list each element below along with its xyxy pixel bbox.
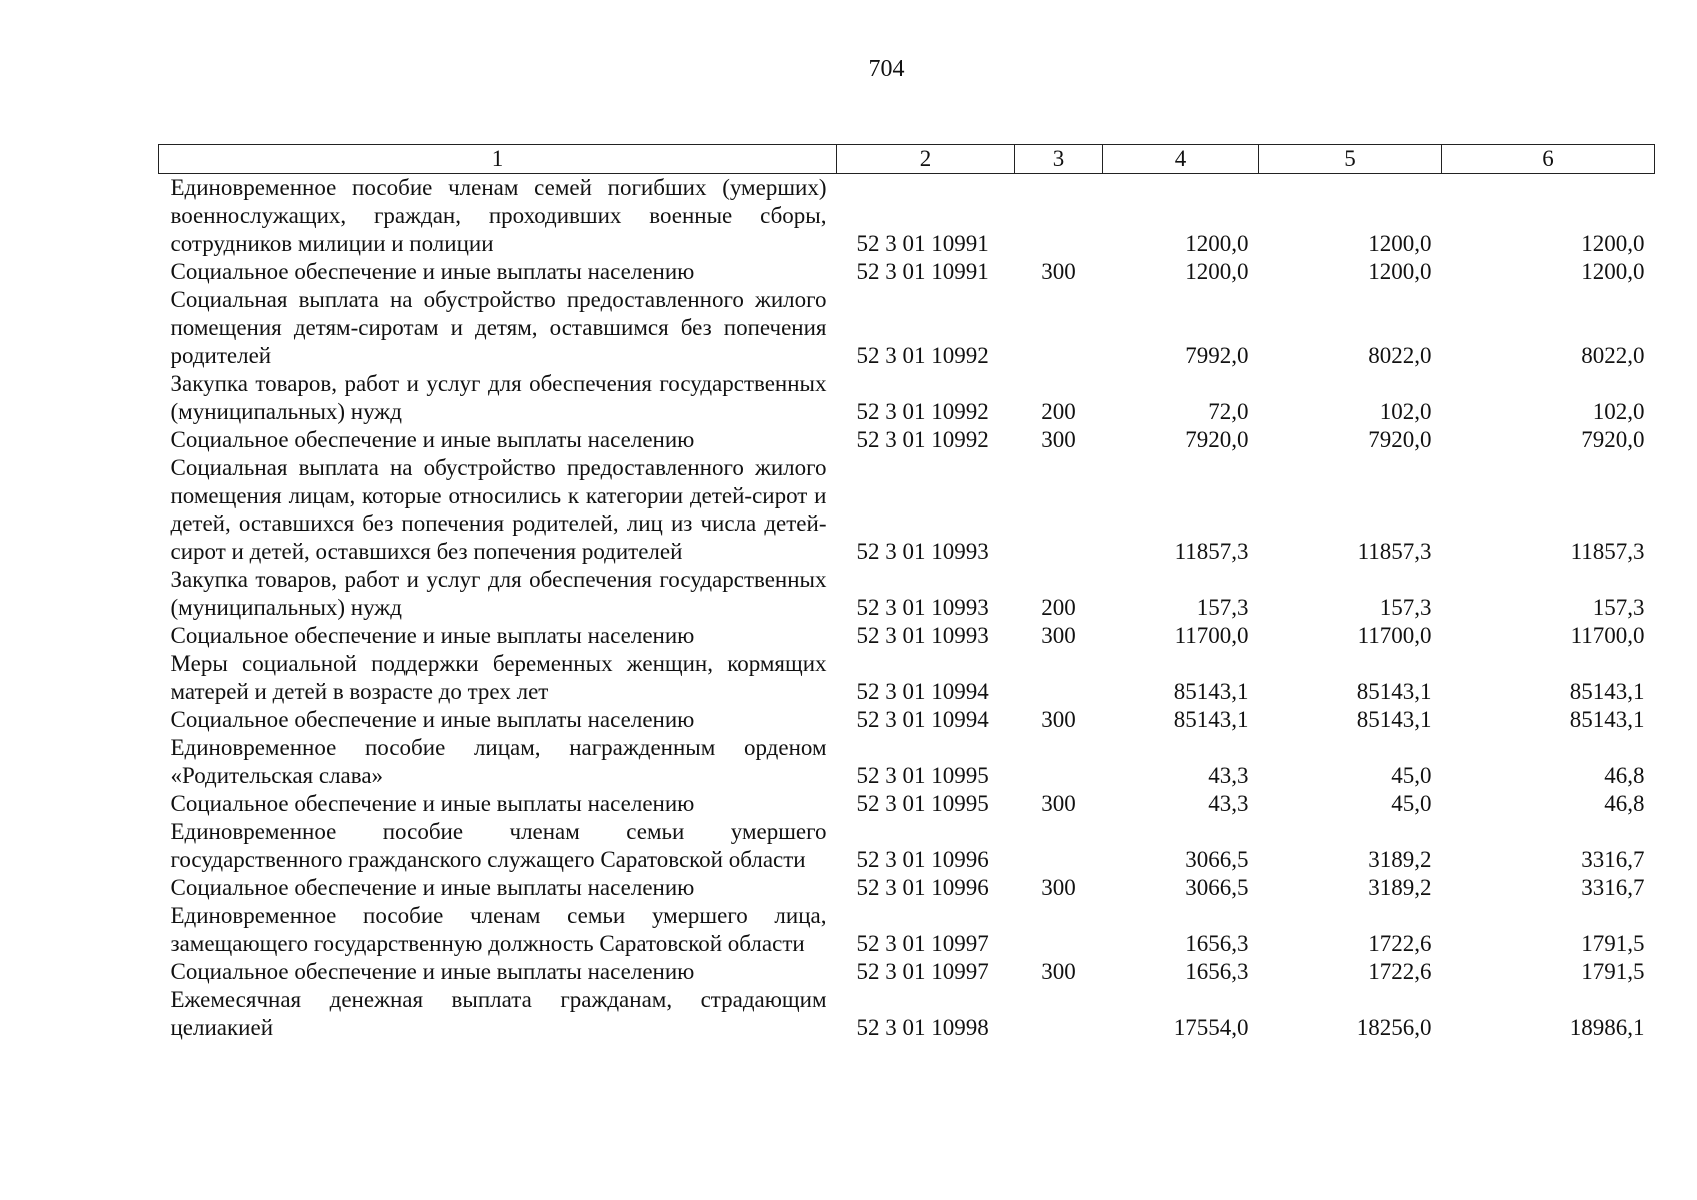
row-name: Социальное обеспечение и иные выплаты населению <box>170 427 695 452</box>
row-value-year-2: 11857,3 <box>1357 539 1432 564</box>
row-value-year-3: 11700,0 <box>1570 623 1645 648</box>
row-value-year-1: 43,3 <box>1208 763 1249 788</box>
table-header <box>159 145 1655 174</box>
budget-table <box>158 144 1655 1042</box>
row-value-year-2: 102,0 <box>1379 399 1432 424</box>
row-value-year-1: 1200,0 <box>1185 231 1249 256</box>
row-value-year-2: 18256,0 <box>1356 1015 1432 1040</box>
column-header-code: 2 <box>837 145 1015 174</box>
row-value-year-2: 7920,0 <box>1368 427 1432 452</box>
column-header-year-3: 6 <box>1442 145 1655 174</box>
row-expense-type: 200 <box>1041 595 1076 620</box>
row-code: 52 3 01 10995 <box>856 763 989 788</box>
row-name: Закупка товаров, работ и услуг для обеспечения государственных (муниципальных) нужд <box>170 567 827 620</box>
row-code: 52 3 01 10993 <box>856 539 989 564</box>
row-value-year-2: 1722,6 <box>1368 959 1432 984</box>
table-row <box>159 902 1655 958</box>
table-body <box>159 174 1655 1043</box>
row-code: 52 3 01 10991 <box>856 231 989 256</box>
row-code: 52 3 01 10992 <box>856 399 989 424</box>
column-header-year-1: 4 <box>1103 145 1259 174</box>
row-value-year-3: 1791,5 <box>1581 931 1645 956</box>
table-row <box>159 986 1655 1042</box>
row-value-year-1: 11700,0 <box>1174 623 1249 648</box>
row-expense-type: 200 <box>1041 399 1076 424</box>
row-name: Социальное обеспечение и иные выплаты населению <box>170 791 695 816</box>
table-row <box>159 258 1655 286</box>
row-value-year-2: 85143,1 <box>1356 707 1432 732</box>
row-name: Единовременное пособие членам семьи умершего государственного гражданского служащего Саратовской области <box>170 819 827 872</box>
row-code: 52 3 01 10995 <box>856 791 989 816</box>
row-name: Социальное обеспечение и иные выплаты населению <box>170 707 695 732</box>
row-value-year-2: 45,0 <box>1391 791 1432 816</box>
row-value-year-2: 3189,2 <box>1368 875 1432 900</box>
row-value-year-1: 7992,0 <box>1185 343 1249 368</box>
row-value-year-3: 7920,0 <box>1581 427 1645 452</box>
table-row <box>159 790 1655 818</box>
table-row <box>159 734 1655 790</box>
row-value-year-3: 11857,3 <box>1570 539 1645 564</box>
row-name: Закупка товаров, работ и услуг для обеспечения государственных (муниципальных) нужд <box>170 371 827 424</box>
row-expense-type <box>1015 734 1103 790</box>
row-value-year-1: 7920,0 <box>1185 427 1249 452</box>
row-code: 52 3 01 10992 <box>856 343 989 368</box>
column-header-type: 3 <box>1015 145 1103 174</box>
row-expense-type: 300 <box>1041 791 1076 816</box>
row-expense-type: 300 <box>1041 875 1076 900</box>
row-value-year-1: 1656,3 <box>1185 959 1249 984</box>
row-value-year-1: 1656,3 <box>1185 931 1249 956</box>
row-code: 52 3 01 10993 <box>856 595 989 620</box>
row-value-year-1: 3066,5 <box>1185 875 1249 900</box>
row-code: 52 3 01 10996 <box>856 875 989 900</box>
row-code: 52 3 01 10991 <box>856 259 989 284</box>
row-value-year-3: 3316,7 <box>1581 875 1645 900</box>
row-value-year-1: 11857,3 <box>1174 539 1249 564</box>
row-code: 52 3 01 10998 <box>856 1015 989 1040</box>
row-value-year-3: 85143,1 <box>1569 679 1645 704</box>
row-name: Единовременное пособие членам семей погибших (умерших) военнослужащих, граждан, проходивших военные сборы, сотрудников милиции и полиции <box>170 175 827 256</box>
row-code: 52 3 01 10993 <box>856 623 989 648</box>
table-row <box>159 622 1655 650</box>
row-expense-type: 300 <box>1041 707 1076 732</box>
row-expense-type: 300 <box>1041 427 1076 452</box>
table-row <box>159 454 1655 566</box>
row-name: Социальное обеспечение и иные выплаты населению <box>170 959 695 984</box>
row-expense-type: 300 <box>1041 959 1076 984</box>
row-value-year-1: 3066,5 <box>1185 847 1249 872</box>
row-expense-type <box>1015 902 1103 958</box>
row-expense-type: 300 <box>1041 623 1076 648</box>
row-name: Единовременное пособие членам семьи умершего лица, замещающего государственную должность Саратовской области <box>170 903 827 956</box>
table-row <box>159 650 1655 706</box>
table-row <box>159 566 1655 622</box>
row-code: 52 3 01 10996 <box>856 847 989 872</box>
row-value-year-3: 46,8 <box>1604 763 1645 788</box>
column-header-year-2: 5 <box>1259 145 1442 174</box>
row-name: Меры социальной поддержки беременных женщин, кормящих матерей и детей в возрасте до трех лет <box>170 651 827 704</box>
row-value-year-2: 85143,1 <box>1356 679 1432 704</box>
row-code: 52 3 01 10994 <box>856 707 989 732</box>
table-row <box>159 958 1655 986</box>
row-value-year-3: 85143,1 <box>1569 707 1645 732</box>
row-value-year-2: 1200,0 <box>1368 231 1432 256</box>
row-value-year-3: 102,0 <box>1592 399 1645 424</box>
row-value-year-1: 85143,1 <box>1173 707 1249 732</box>
row-code: 52 3 01 10997 <box>856 931 989 956</box>
row-expense-type: 300 <box>1041 259 1076 284</box>
row-expense-type <box>1015 454 1103 566</box>
row-name: Социальное обеспечение и иные выплаты населению <box>170 623 695 648</box>
row-value-year-1: 85143,1 <box>1173 679 1249 704</box>
row-expense-type <box>1015 650 1103 706</box>
table-row <box>159 426 1655 454</box>
row-value-year-3: 1200,0 <box>1581 259 1645 284</box>
row-name: Социальное обеспечение и иные выплаты населению <box>170 259 695 284</box>
row-name: Социальное обеспечение и иные выплаты населению <box>170 875 695 900</box>
row-value-year-1: 72,0 <box>1208 399 1249 424</box>
row-value-year-2: 8022,0 <box>1368 343 1432 368</box>
row-code: 52 3 01 10997 <box>856 959 989 984</box>
row-value-year-3: 1791,5 <box>1581 959 1645 984</box>
row-value-year-3: 18986,1 <box>1569 1015 1645 1040</box>
row-value-year-3: 157,3 <box>1592 595 1645 620</box>
row-code: 52 3 01 10992 <box>856 427 989 452</box>
row-value-year-3: 8022,0 <box>1581 343 1645 368</box>
table-row <box>159 706 1655 734</box>
row-expense-type <box>1015 174 1103 259</box>
row-name: Социальная выплата на обустройство предоставленного жилого помещения лицам, которые относились к категории детей-сирот и детей, оставшихся без попечения родителей, лиц из числа детей-сирот и детей, оставшихся без попечения родителей <box>170 455 827 564</box>
row-name: Социальная выплата на обустройство предоставленного жилого помещения детям-сиротам и детям, оставшимся без попечения родителей <box>170 287 827 368</box>
table-row <box>159 174 1655 259</box>
row-value-year-2: 11700,0 <box>1357 623 1432 648</box>
row-value-year-1: 157,3 <box>1196 595 1249 620</box>
column-header-name: 1 <box>159 145 837 174</box>
row-value-year-2: 45,0 <box>1391 763 1432 788</box>
row-value-year-3: 3316,7 <box>1581 847 1645 872</box>
header-row <box>159 145 1655 174</box>
row-value-year-2: 3189,2 <box>1368 847 1432 872</box>
row-value-year-3: 46,8 <box>1604 791 1645 816</box>
row-value-year-2: 1200,0 <box>1368 259 1432 284</box>
table-row <box>159 874 1655 902</box>
row-value-year-1: 43,3 <box>1208 791 1249 816</box>
row-value-year-1: 1200,0 <box>1185 259 1249 284</box>
table-row <box>159 370 1655 426</box>
row-code: 52 3 01 10994 <box>856 679 989 704</box>
row-name: Ежемесячная денежная выплата гражданам, страдающим целиакией <box>170 987 827 1040</box>
row-expense-type <box>1015 286 1103 370</box>
row-value-year-2: 157,3 <box>1379 595 1432 620</box>
row-expense-type <box>1015 986 1103 1042</box>
row-value-year-2: 1722,6 <box>1368 931 1432 956</box>
row-value-year-1: 17554,0 <box>1173 1015 1249 1040</box>
row-expense-type <box>1015 818 1103 874</box>
table-row <box>159 286 1655 370</box>
page-number: 704 <box>868 56 905 82</box>
row-value-year-3: 1200,0 <box>1581 231 1645 256</box>
row-name: Единовременное пособие лицам, награжденным орденом «Родительская слава» <box>170 735 827 788</box>
table-row <box>159 818 1655 874</box>
